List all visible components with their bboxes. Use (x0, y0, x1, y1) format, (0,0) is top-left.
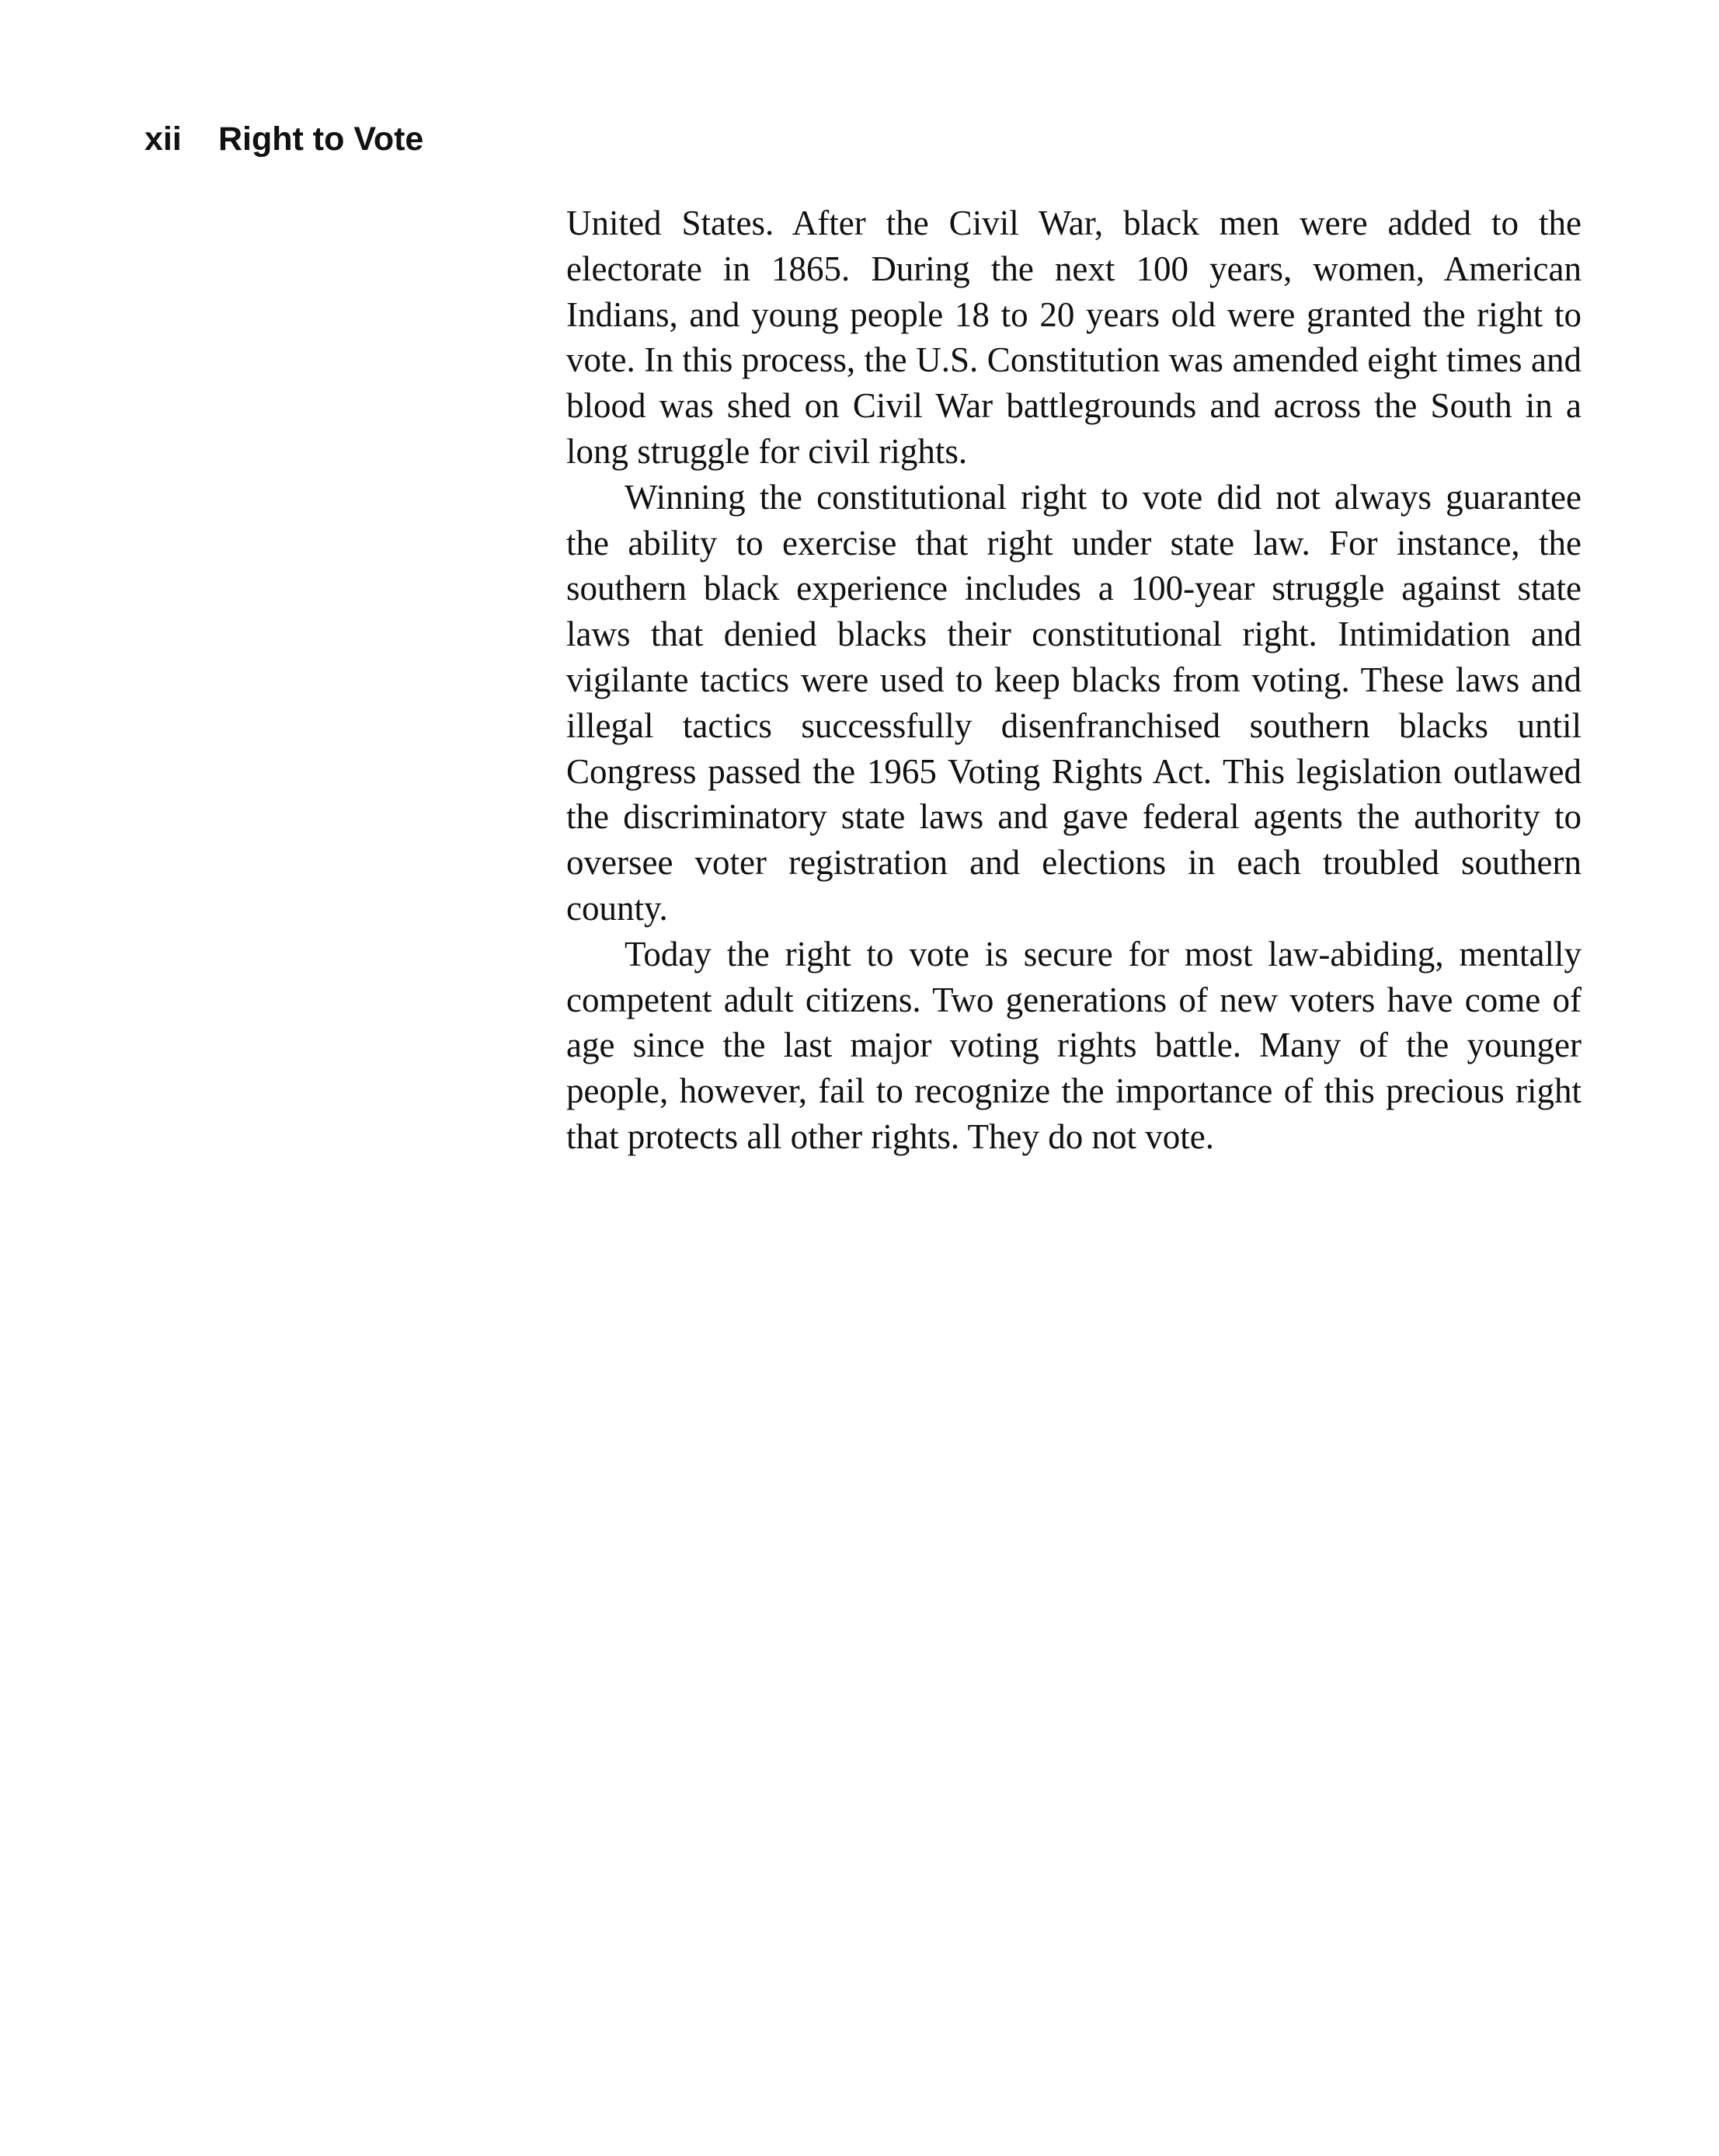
body-text (566, 200, 1582, 1160)
running-head (144, 120, 424, 158)
page-number: xii (144, 120, 182, 158)
paragraph-2: Winning the constitutional right to vote did not always guarantee the ability to exercise that right under state law. For instance, the southern black experience includes a 100-year struggle against state laws that denied blacks their constitutional right. Intimidation and vigilante tactics were used to keep blacks from voting. These laws and illegal tactics successfully disenfranchised southern blacks until Congress passed the 1965 Voting Rights Act. This legislation outlawed the discriminatory state laws and gave federal agents the authority to oversee voter registration and elections in each troubled southern county. (566, 477, 1582, 928)
paragraph-1: United States. After the Civil War, black men were added to the electorate in 1865. During the next 100 years, women, American Indians, and young people 18 to 20 years old were granted the right to vote. In this process, the U.S. Constitution was amended eight times and blood was shed on Civil War battlegrounds and across the South in a long struggle for civil rights. (566, 204, 1582, 471)
paragraph-3: Today the right to vote is secure for most law-abiding, mentally competent adult citizens. Two generations of new voters have come of age since the last major voting rights battle. Many of the younger people, however, fail to recognize the importance of this precious right that protects all other rights. They do not vote. (566, 934, 1582, 1156)
running-title: Right to Vote (218, 120, 424, 158)
